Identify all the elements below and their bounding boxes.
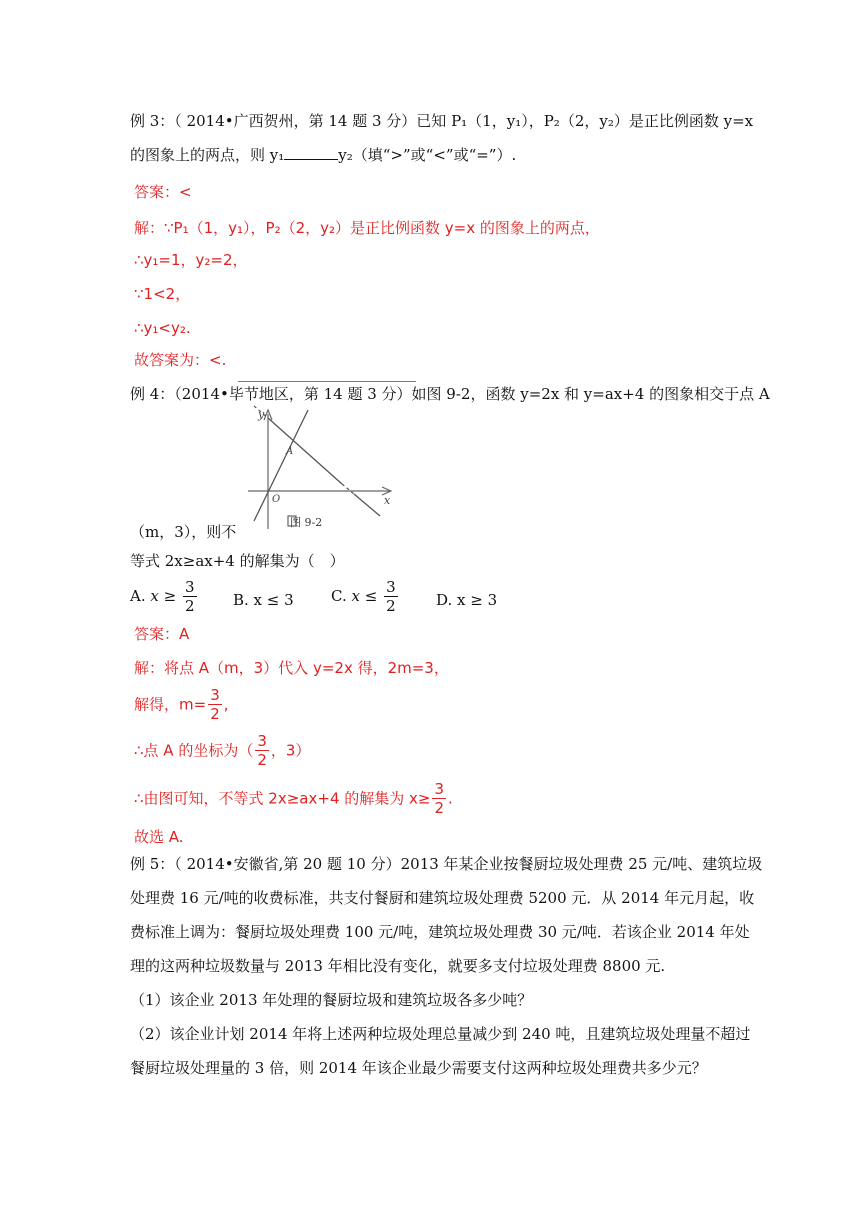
- ex4-sol2-denominator: 2: [210, 705, 220, 723]
- ex4-sol2-end: ,: [223, 695, 229, 714]
- origin-label: O: [272, 494, 281, 505]
- ex4-sol4-fraction: [432, 782, 446, 816]
- ex4-sol4-numerator: 3: [434, 780, 445, 798]
- ex3-solution-line4: ∴y₁<y₂.: [134, 319, 191, 337]
- option-a: [130, 580, 199, 614]
- ex3-answer: 答案：<: [134, 183, 192, 201]
- figure-caption: 图 9-2: [290, 516, 323, 529]
- ex4-solution-line3: [134, 734, 310, 768]
- ex3-question-line2: [130, 145, 516, 165]
- option-c-prefix: C.: [331, 587, 347, 605]
- x-axis-label: x: [384, 494, 391, 507]
- ex4-sol3-text: ∴点 A 的坐标为（: [134, 741, 254, 760]
- option-a-fraction: [183, 580, 197, 614]
- option-c-denominator: 2: [386, 597, 396, 615]
- ex4-sol3-numerator: 3: [257, 732, 267, 750]
- ex5-question-line1: 例 5：（ 2014•安徽省,第 20 题 10 分）2013 年某企业按餐厨垃圾处理费 25 元/吨、建筑垃圾: [130, 855, 763, 873]
- ex3-line2-part2: y₂（填“>”或“<”或“=”）.: [338, 146, 517, 164]
- line-y-ax-plus-4-dashed-2: [342, 484, 354, 494]
- ex4-sol4-end: .: [448, 789, 453, 808]
- option-a-numerator: 3: [184, 578, 195, 596]
- ex3-question-line1: 例 3：（ 2014•广西贺州，第 14 题 3 分）已知 P₁（1，y₁），P₂（2，y₂）是正比例函数 y=x: [130, 112, 754, 130]
- line-y-ax-plus-4-end: [354, 494, 380, 516]
- ex5-question-2-line1: （2）该企业计划 2014 年将上述两种垃圾处理总量减少到 240 吨，且建筑垃圾处理量不超过: [130, 1025, 751, 1043]
- y-axis-label: y: [258, 408, 265, 421]
- ex4-sol2-text: 解得，m=: [134, 695, 207, 714]
- ex3-line2-part1: 的图象上的两点，则 y₁: [130, 146, 285, 164]
- ex5-question-1: （1）该企业 2013 年处理的餐厨垃圾和建筑垃圾各多少吨？: [130, 991, 533, 1009]
- option-b: B. x ≤ 3: [233, 591, 294, 609]
- ex4-solution-line4: [134, 782, 453, 816]
- option-c: [331, 580, 400, 614]
- ex4-solution-line2: [134, 688, 229, 722]
- ex5-question-line3: 费标准上调为：餐厨垃圾处理费 100 元/吨，建筑垃圾处理费 30 元/吨．若该企业 2014 年处: [130, 923, 750, 941]
- ex4-question-line1: 例 4：（2014•毕节地区，第 14 题 3 分）如图 9-2，函数 y=2x 和 y=ax+4 的图象相交于点 A: [130, 385, 770, 403]
- ex4-solution-line5: 故选 A.: [134, 828, 184, 846]
- ex4-sol4-denominator: 2: [434, 799, 445, 817]
- option-a-relation: x ≥: [150, 587, 177, 605]
- ex3-solution-line3: ∵1<2，: [134, 285, 191, 303]
- option-a-prefix: A.: [130, 587, 146, 605]
- ex4-answer: 答案：A: [134, 625, 190, 643]
- figure-9-2: [238, 404, 398, 534]
- option-c-numerator: 3: [386, 578, 396, 596]
- answer-blank: [284, 145, 338, 160]
- ex3-solution-line5: 故答案为：<.: [134, 351, 227, 369]
- ex5-question-2-line2: 餐厨垃圾处理量的 3 倍，则 2014 年该企业最少需要支付这两种垃圾处理费共多少元？: [130, 1059, 707, 1077]
- ex3-solution-line1: 解：∵P₁（1，y₁），P₂（2，y₂）是正比例函数 y=x 的图象上的两点，: [134, 219, 600, 237]
- option-c-fraction: [384, 580, 398, 614]
- line-y-ax-plus-4: [268, 418, 342, 484]
- ex4-sol2-numerator: 3: [210, 686, 220, 704]
- option-c-relation: x ≤: [351, 587, 378, 605]
- ex4-question-line3: 等式 2x≥ax+4 的解集为（ ）: [130, 552, 345, 570]
- ex4-sol3-denominator: 2: [257, 751, 267, 769]
- ex4-question-line2: （m，3），则不: [130, 523, 237, 541]
- ex5-question-line4: 理的这两种垃圾数量与 2013 年相比没有变化，就要多支付垃圾处理费 8800 元.: [130, 957, 666, 975]
- ex3-solution-line2: ∴y₁=1，y₂=2，: [134, 251, 248, 269]
- ex4-sol3-fraction: [255, 734, 269, 768]
- option-a-denominator: 2: [184, 597, 195, 615]
- ex4-sol3-end: ，3）: [270, 741, 311, 760]
- ex4-sol2-fraction: [208, 688, 222, 722]
- ex4-solution-line1: 解：将点 A（m，3）代入 y=2x 得，2m=3，: [134, 659, 449, 677]
- point-a-label: A: [286, 446, 294, 457]
- ex4-sol4-text: ∴由图可知，不等式 2x≥ax+4 的解集为 x≥: [134, 789, 431, 808]
- line-y-2x: [254, 410, 308, 521]
- green-rule-line: [238, 381, 416, 382]
- option-d: D. x ≥ 3: [436, 591, 498, 609]
- ex5-question-line2: 处理费 16 元/吨的收费标准，共支付餐厨和建筑垃圾处理费 5200 元．从 2014 年元月起，收: [130, 889, 755, 907]
